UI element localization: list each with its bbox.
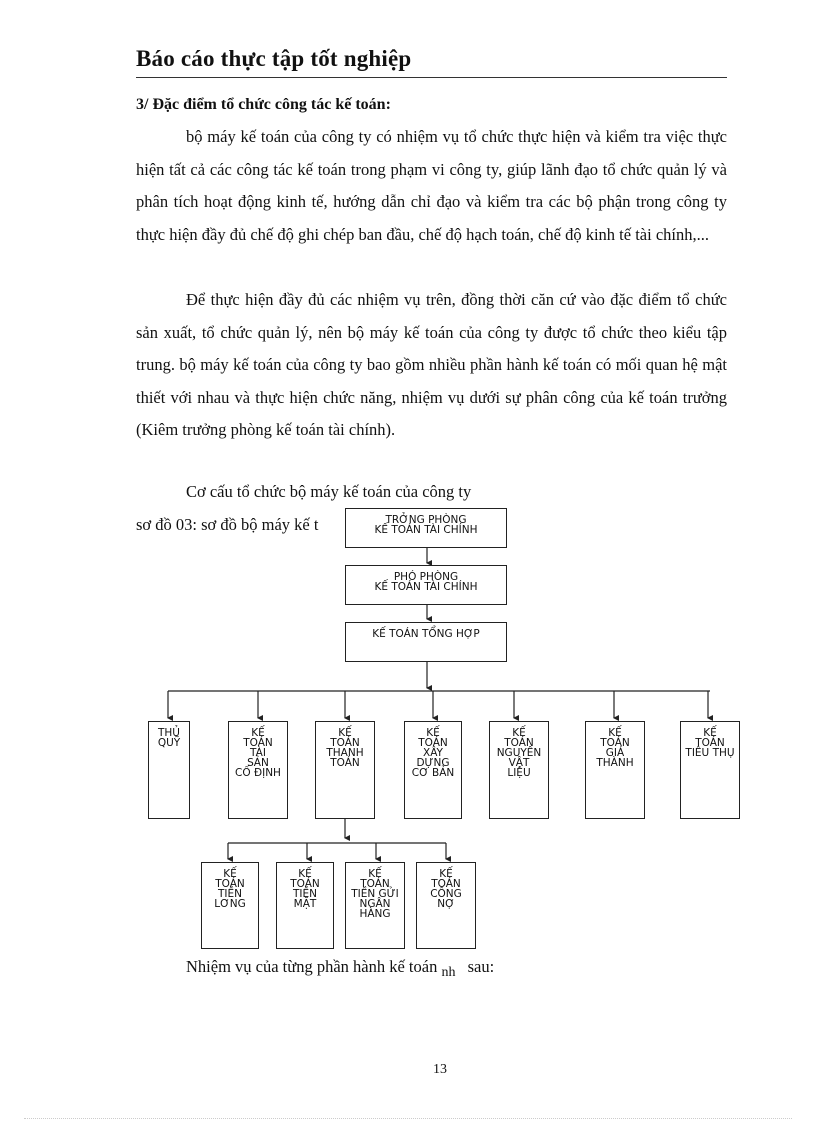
- page-number: 13: [433, 1062, 447, 1077]
- closing-tail: sau:: [467, 957, 495, 976]
- paragraph-1: bộ máy kế toán của công ty có nhiệm vụ tổ chức thực hiện và kiểm tra việc thực hiện tất cả các công tác kế toán trong phạm vi công ty, giúp lãnh đạo tổ chức quản lý và phân tích hoạt động kinh tế, hướng dẫn chỉ đạo và kiểm tra các bộ phận trong công ty thực hiện đầy đủ chế độ ghi chép ban đầu, chế độ hạch toán, chế độ kinh tế tài chính,...: [136, 127, 727, 244]
- org-box-costing: [585, 721, 645, 819]
- diagram-caption: sơ đồ 03: sơ đồ bộ máy kế t: [136, 515, 319, 534]
- org-box-label: KẾ TOÁN TỔNG HỢP: [372, 628, 480, 640]
- org-box-label: PHÓ PHÒNG KẾ TOÁN TÀI CHÍNH: [374, 571, 478, 593]
- org-box-label: KẾ TOÁN XÂY DỰNG CƠ BẢN: [411, 727, 455, 779]
- org-box-general: [345, 622, 507, 662]
- org-box-label: KẾ TOÁN TÀI SẢN CỐ ĐỊNH: [235, 727, 281, 779]
- section-heading: 3/ Đặc điểm tổ chức công tác kế toán:: [136, 96, 391, 113]
- org-box-label: KẾ TOÁN TIỀN MẶT: [290, 868, 320, 910]
- org-box-cash: [276, 862, 334, 949]
- structure-caption: Cơ cấu tổ chức bộ máy kế toán của công ty: [186, 482, 472, 501]
- org-box-label: KẾ TOÁN THANH TOÁN: [326, 727, 364, 769]
- org-box-treasurer: [148, 721, 190, 819]
- org-box-label: KẾ TOÁN TIỀN LƠNG: [214, 868, 246, 910]
- closing-line: [186, 957, 495, 980]
- org-box-fixed-assets: [228, 721, 288, 819]
- org-box-payroll: [201, 862, 259, 949]
- org-box-label: THỦ QUỸ: [157, 727, 181, 749]
- org-box-label: KẾ TOÁN TIỀN GỬI NGÂN HÀNG: [351, 868, 399, 920]
- org-box-label: KẾ TOÁN GIÁ THÀNH: [596, 727, 634, 769]
- org-box-label: KẾ TOÁN CÔNG NỢ: [430, 868, 462, 910]
- paragraph-2: Để thực hiện đầy đủ các nhiệm vụ trên, đồng thời căn cứ vào đặc điểm tổ chức sản xuất, tổ chức quản lý, nên bộ máy kế toán của công ty được tổ chức theo kiểu tập trung. bộ máy kế toán của công ty bao gồm nhiều phần hành kế toán có mối quan hệ mật thiết với nhau và thực hiện chức năng, nhiệm vụ dưới sự phân công của kế toán trưởng (Kiêm trưởng phòng kế toán tài chính).: [136, 290, 727, 439]
- closing-sub: nh: [441, 965, 456, 980]
- org-box-materials: [489, 721, 549, 819]
- org-box-head: [345, 508, 507, 548]
- org-box-sales: [680, 721, 740, 819]
- org-box-label: KẾ TOÁN NGUYÊN VẬT LIỆU: [496, 727, 542, 779]
- org-box-label: TRỞNG PHÒNG KẾ TOÁN TÀI CHÍNH: [374, 514, 478, 536]
- footer-rule: [24, 1118, 792, 1119]
- org-box-liabilities: [416, 862, 476, 949]
- closing-text: Nhiệm vụ của từng phần hành kế toán: [186, 957, 438, 976]
- page-title: Báo cáo thực tập tốt nghiệp: [136, 46, 412, 71]
- org-box-payment: [315, 721, 375, 819]
- org-box-bank-deposit: [345, 862, 405, 949]
- org-box-deputy: [345, 565, 507, 605]
- org-box-label: KẾ TOÁN TIÊU THỤ: [685, 727, 735, 759]
- org-box-construction: [404, 721, 462, 819]
